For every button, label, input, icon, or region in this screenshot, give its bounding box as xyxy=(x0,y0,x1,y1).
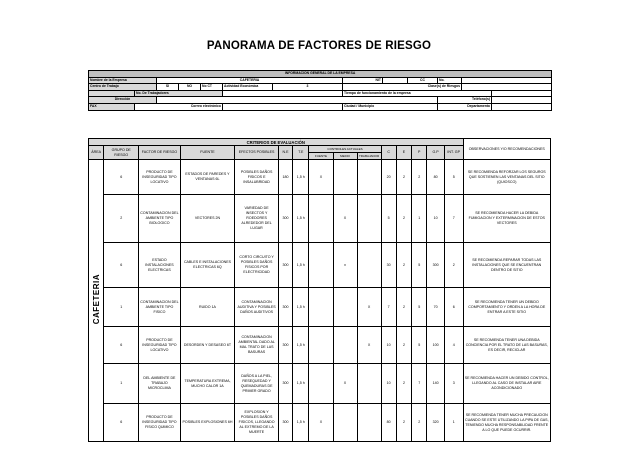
correo-label: Correo electrónico xyxy=(135,103,223,110)
tiempo-value xyxy=(492,90,552,97)
cell-p: 5 xyxy=(412,288,427,327)
cell-factor: DEL AMBIENTE DE TRABAJO MICROCLIMA xyxy=(139,364,180,404)
area-name: CAFETERIA xyxy=(91,274,101,325)
cell-grupo: 6 xyxy=(104,327,139,364)
table-row xyxy=(89,195,551,243)
cell-factor: PRODUCTO DE INSEGURIDAD TIPO LOCATIVO xyxy=(139,327,180,364)
cell-e: 2 xyxy=(396,404,411,442)
clase-value xyxy=(462,84,552,91)
cell-cf: X xyxy=(309,404,333,442)
cell-cm xyxy=(333,160,357,195)
cell-fuente: DESORDEN Y DESASEO 6T xyxy=(180,327,235,364)
cell-obs: SE RECOMIENDA TENER MUCHA PRECAUCION CUANDO SE ESTE UTILIZANDO LA PIPA DE GAS, TENIENDO MUCHA RESPONSABILIDAD FRENTE A LO QUE PUEDE OCURRIR. xyxy=(463,404,550,442)
cell-grupo: 6 xyxy=(104,160,139,195)
cell-te: 1,5 h xyxy=(293,327,309,364)
cell-e: 2 xyxy=(396,288,411,327)
te-header: T.E xyxy=(293,146,309,160)
cell-te: 1,5 h xyxy=(293,243,309,288)
cell-c: 10 xyxy=(381,327,396,364)
cell-int: 2 xyxy=(444,243,463,288)
cell-p: 2 xyxy=(412,404,427,442)
cell-gp: 100 xyxy=(427,327,444,364)
no2-label: NO xyxy=(179,84,201,91)
cell-c: 20 xyxy=(381,160,396,195)
cell-obs: SE RECOMIENDA REPARAR TODAS LAS INSTALACIONES QUE SE ENCUENTRAN DENTRO DE SITIO xyxy=(463,243,550,288)
cell-grupo: 1 xyxy=(104,364,139,404)
criterios-header: CRITERIOS DE EVALUACIÓN xyxy=(89,139,464,146)
table-row xyxy=(89,327,551,364)
cell-fuente: RUIDO 1A xyxy=(180,288,235,327)
cell-cm xyxy=(333,404,357,442)
cell-factor: CONTAMINACION DEL AMBIENTE TIPO BIOLOGICO xyxy=(139,195,180,243)
cell-int: 4 xyxy=(444,327,463,364)
cell-ct: X xyxy=(357,327,381,364)
cell-cf xyxy=(309,195,333,243)
p-header: P xyxy=(412,146,427,160)
cell-te: 1,5 h xyxy=(293,364,309,404)
cell-c: 5 xyxy=(381,195,396,243)
cell-fuente: ESTADOS DE PAREDES Y VENTANAS 6L xyxy=(180,160,235,195)
cell-cf xyxy=(309,364,333,404)
cell-cm xyxy=(333,288,357,327)
cell-ne: 300 xyxy=(278,327,292,364)
cell-fuente: TEMPERATURA EXTREMA, MUCHO CALOR 1A xyxy=(180,364,235,404)
gp-header: G.P xyxy=(427,146,444,160)
departamento-value xyxy=(492,103,552,110)
cell-efectos: VARIEDAD DE INSECTOS Y ROEDORES ALREDEDOR DEL LUGAR xyxy=(235,195,279,243)
cell-te: 1,5 h xyxy=(293,404,309,442)
cell-p: 5 xyxy=(412,327,427,364)
cell-cf xyxy=(309,327,333,364)
noct-label: No CT xyxy=(201,84,223,91)
cell-efectos: CONTAMINACION AUDITIVA Y POSIBLES DAÑOS AUDITIVOS xyxy=(235,288,279,327)
table-row xyxy=(89,404,551,442)
cell-ne: 300 xyxy=(278,364,292,404)
cell-cf xyxy=(309,288,333,327)
ciudad-label: Ciudad / Municipio xyxy=(343,103,438,110)
cell-grupo: 6 xyxy=(104,404,139,442)
factor-header: FACTOR DE RIESGO xyxy=(139,146,180,160)
fax-label: FAX xyxy=(89,103,135,110)
cell-p: 2 xyxy=(412,160,427,195)
cc-label: CC xyxy=(408,77,438,84)
obs-header: OBSERVACIONES Y/O RECOMENDACIONES xyxy=(463,139,550,160)
cell-ct xyxy=(357,243,381,288)
cell-efectos: DAÑOS A LA PIEL, RESEQUEDAD Y QUEMADURAS DE PRIMER GRADO xyxy=(235,364,279,404)
actividad-value: 3 xyxy=(273,84,343,91)
si-label: SI xyxy=(157,84,179,91)
cell-c: 10 xyxy=(381,364,396,404)
cell-grupo: 1 xyxy=(104,288,139,327)
table-row xyxy=(89,288,551,327)
correo-value xyxy=(223,103,343,110)
cell-obs: SE RECOMIENDA HACER LA DEBIDA FUMIGACION Y EXTERMINACION DE ESTOS VECTORES xyxy=(463,195,550,243)
grupo-header: GRUPO DE RIESGO xyxy=(104,146,139,160)
cell-ne: 300 xyxy=(278,288,292,327)
efectos-header: EFECTOS POSIBLES xyxy=(235,146,279,160)
cell-int: 1 xyxy=(444,404,463,442)
tiempo-label: Tiempo de funcionamiento de la empresa xyxy=(343,90,492,97)
centro-label: Centro de Trabajo xyxy=(89,84,157,91)
cell-gp: 10 xyxy=(427,195,444,243)
nit-value xyxy=(383,77,408,84)
cell-factor: PRODUCTO DE INSEGURIDAD TIPO FISICO QUIMICO xyxy=(139,404,180,442)
cell-ct xyxy=(357,195,381,243)
general-info-table xyxy=(88,70,552,111)
ne-header: N.E xyxy=(278,146,292,160)
cell-ne: 300 xyxy=(278,404,292,442)
table-row xyxy=(89,160,551,195)
c-trabajador-header: TRABAJADOR xyxy=(358,153,380,158)
cell-cm: X xyxy=(333,195,357,243)
telefono-label: Teléfono(s) xyxy=(438,97,492,104)
int-gp-header: INT. GP xyxy=(444,146,463,160)
cell-int: 5 xyxy=(444,160,463,195)
cell-ct: X xyxy=(357,288,381,327)
page-title: PANORAMA DE FACTORES DE RIESGO xyxy=(206,40,432,52)
nombre-label: Nombre de la Empresa xyxy=(89,77,157,84)
actividad-label: Actividad Económica xyxy=(223,84,273,91)
cell-ne: 300 xyxy=(278,195,292,243)
cell-efectos: EXPLOSION Y POSIBLES DAÑOS FISICOS, LLEGANDO AL EXTREMO DE LA MUERTE xyxy=(235,404,279,442)
cell-cf xyxy=(309,243,333,288)
cell-gp: 80 xyxy=(427,160,444,195)
table-row xyxy=(89,243,551,288)
cell-e: 2 xyxy=(396,243,411,288)
cell-obs: SE RECOMIENDA HACER UN DEBIDO CONTROL, LLEGANDO AL CASO DE INSTALAR AIRE ACONDICIONADO xyxy=(463,364,550,404)
clase-label: Clase(s) de Riesgos xyxy=(343,84,462,91)
controles-header: CONTROLES ACTUALES xyxy=(309,146,381,153)
cell-int: 6 xyxy=(444,288,463,327)
cell-grupo: 6 xyxy=(104,243,139,288)
evaluation-table xyxy=(88,138,551,442)
cell-e: 2 xyxy=(396,195,411,243)
c-medio-header: MEDIO xyxy=(333,153,357,160)
cell-p: 1 xyxy=(412,195,427,243)
trabajadores-value xyxy=(223,90,343,97)
cell-gp: 300 xyxy=(427,243,444,288)
telefono-value xyxy=(492,97,552,104)
table-row xyxy=(89,364,551,404)
no-value xyxy=(462,77,552,84)
cell-cm: X xyxy=(333,364,357,404)
cell-p: 7 xyxy=(412,364,427,404)
direccion-label: Dirección xyxy=(89,97,157,104)
cell-ct xyxy=(357,160,381,195)
general-info-band: INFORMACION GENERAL DE LA EMPRESA xyxy=(89,71,552,78)
direccion-value xyxy=(157,97,438,104)
e-header: E xyxy=(396,146,411,160)
cell-c: 30 xyxy=(381,243,396,288)
cell-obs: SE RECOMIENDA REFORZAR LOS SEGUROS QUE SOSTIENEN LAS VENTANAS DEL SITIO (QUIOSCO) xyxy=(463,160,550,195)
cell-factor: ESTADO INSTALACIONES ELECTRICAS xyxy=(139,243,180,288)
cell-c: 7 xyxy=(381,288,396,327)
cell-int: 7 xyxy=(444,195,463,243)
nit-label: NIT xyxy=(343,77,383,84)
cell-cm: x xyxy=(333,243,357,288)
cell-fuente: POSIBLES EXPLOSIONES 6H xyxy=(180,404,235,442)
cell-factor: PRODUCTO DE INSEGURIDAD TIPO LOCATIVO xyxy=(139,160,180,195)
cell-grupo: 2 xyxy=(104,195,139,243)
cell-efectos: POSIBLES DAÑOS FISICOS E INSALUBRIDAD xyxy=(235,160,279,195)
cell-obs: SE RECOMIENDA TENER UN DEBIDO COMPORTAMIENTO Y ORDEN A LA HORA DE ENTRAR A ESTE SITIO xyxy=(463,288,550,327)
c-fuente-header: FUENTE xyxy=(309,153,333,160)
cell-gp: 320 xyxy=(427,404,444,442)
cell-fuente: CABLES E INSTALACIONES ELECTRICAS 6Q xyxy=(180,243,235,288)
cell-ne: 180 xyxy=(278,160,292,195)
cell-gp: 70 xyxy=(427,288,444,327)
area-header: ÁREA xyxy=(89,146,104,160)
no-label: No. xyxy=(438,77,462,84)
cell-te: 1,5 h xyxy=(293,288,309,327)
departamento-label: Departamento xyxy=(438,103,492,110)
nombre-value: CAFETERIA xyxy=(157,77,343,84)
cell-ct xyxy=(357,404,381,442)
cell-te: 1,5 h xyxy=(293,160,309,195)
trabajadores-blank xyxy=(89,90,135,97)
cell-c: 80 xyxy=(381,404,396,442)
cell-gp: 140 xyxy=(427,364,444,404)
cell-e: 2 xyxy=(396,364,411,404)
cell-obs: SE RECOMIENDA TENER UNA DEBIDA CONCIENCIA POR EL TRATO DE LAS BASURAS, ES DECIR, RECICLAR xyxy=(463,327,550,364)
cell-ct xyxy=(357,364,381,404)
cell-cm xyxy=(333,327,357,364)
cell-factor: CONTAMINACION DEL AMBIENTE TIPO FISICO xyxy=(139,288,180,327)
cell-cf: X xyxy=(309,160,333,195)
cell-te: 1,5 h xyxy=(293,195,309,243)
fuente-header: FUENTE xyxy=(180,146,235,160)
cell-efectos: CONTAMINACION AMBIENTAL DADO AL MAL TRATO DE LAS BASURAS xyxy=(235,327,279,364)
cell-int: 3 xyxy=(444,364,463,404)
cell-p: 5 xyxy=(412,243,427,288)
cell-efectos: CORTO CIRCUITO Y POSIBLES DAÑOS FISICOS POR ELECTRICIDAD xyxy=(235,243,279,288)
cell-e: 2 xyxy=(396,160,411,195)
c-header: C xyxy=(381,146,396,160)
cell-fuente: VECTORES 2N xyxy=(180,195,235,243)
area-cell xyxy=(89,160,104,442)
trabajadores-label: No. De Trabajadores xyxy=(135,90,223,97)
cell-e: 2 xyxy=(396,327,411,364)
cell-ne: 300 xyxy=(278,243,292,288)
